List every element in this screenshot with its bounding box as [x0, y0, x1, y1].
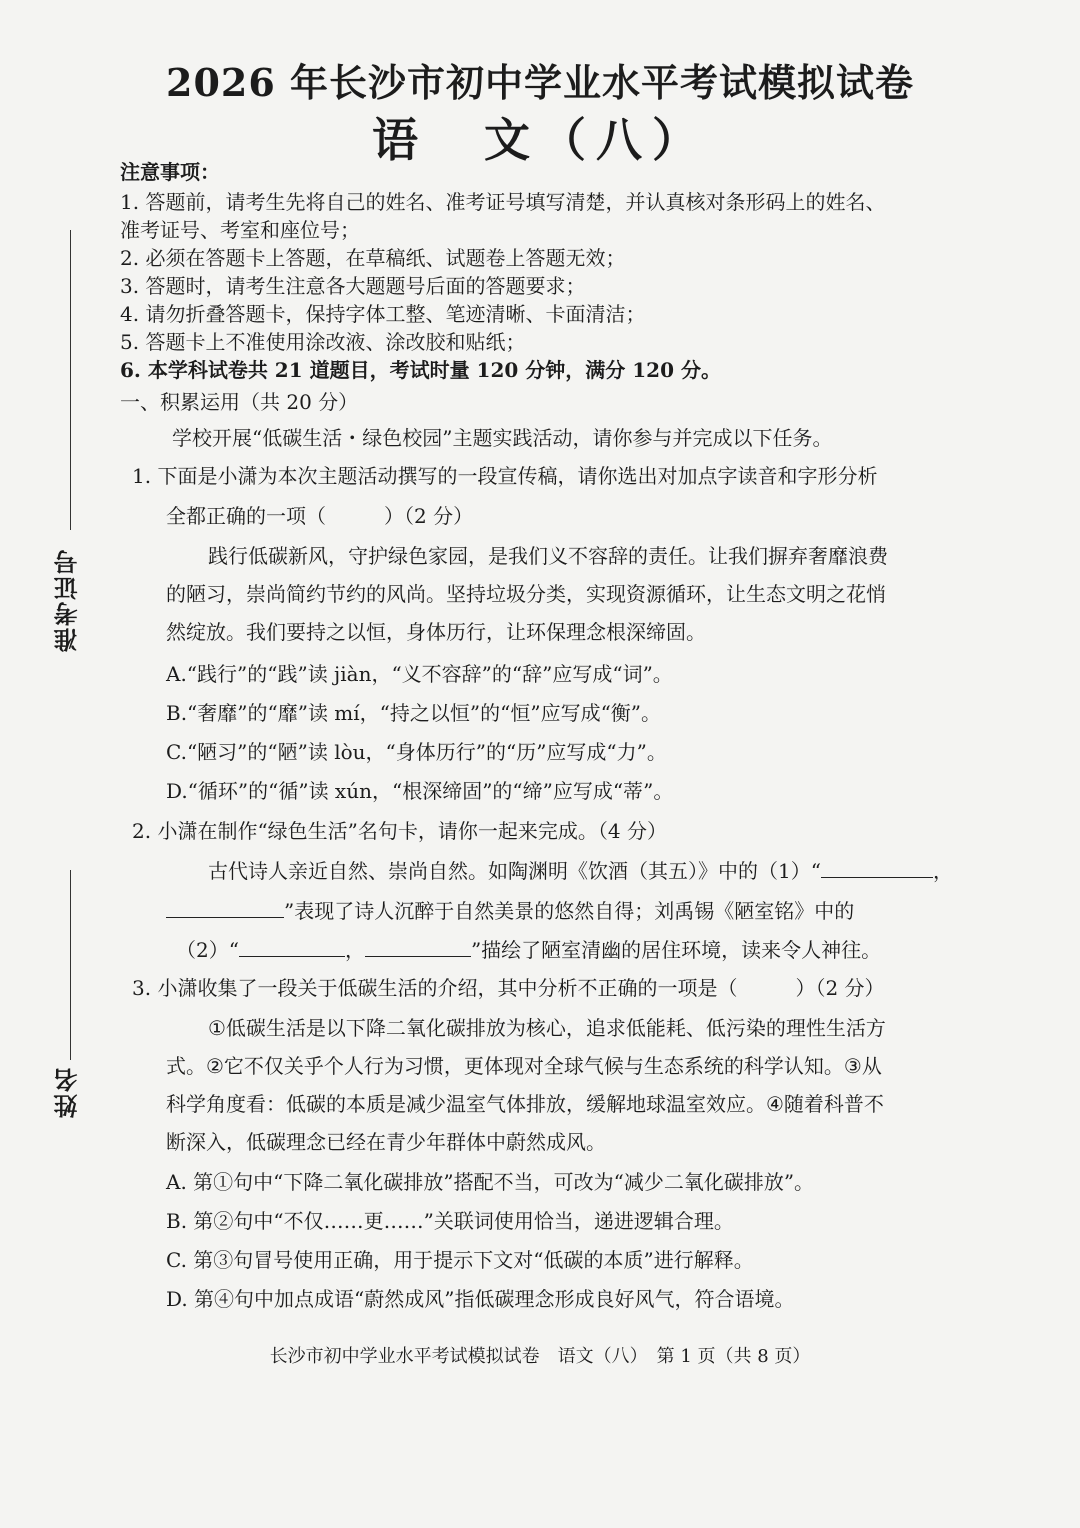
- name-label: 姓名: [53, 1066, 82, 1118]
- q2-stem: 2. 小潇在制作“绿色生活”名句卡，请你一起来完成。（4 分）: [132, 819, 667, 843]
- section-intro: 学校开展“低碳生活・绿色校园”主题实践活动，请你参与并完成以下任务。: [172, 426, 833, 450]
- q2-line3: （2）“ ， ”描绘了陋室清幽的居住环境，读来令人神往。: [176, 938, 882, 962]
- notice-heading: 注意事项：: [120, 160, 220, 184]
- q2-line2: ”表现了诗人沉醉于自然美景的悠然自得；刘禹锡《陋室铭》中的: [166, 897, 854, 925]
- notice-item: 准考证号、考室和座位号；: [120, 218, 360, 242]
- answer-blank-2a[interactable]: [239, 936, 345, 957]
- notice-item: 3. 答题时，请考生注意各大题题号后面的答题要求；: [120, 274, 586, 298]
- answer-blank-2b[interactable]: [365, 936, 471, 957]
- q3-passage-line: 科学角度看：低碳的本质是减少温室气体排放，缓解地球温室效应。④随着科普不: [166, 1092, 884, 1116]
- q1-stem-line2: 全都正确的一项（ ）（2 分）: [166, 504, 474, 528]
- notice-item: 4. 请勿折叠答题卡，保持字体工整、笔迹清晰、卡面清洁；: [120, 302, 646, 326]
- exam-number-line: [70, 230, 71, 530]
- q1-passage-line: 的陋习，崇尚简约节约的风尚。坚持垃圾分类，实现资源循环，让生态文明之花悄: [166, 582, 886, 606]
- q1-option-b: B.“奢靡”的“靡”读 mí，“持之以恒”的“恒”应写成“衡”。: [166, 701, 662, 725]
- q3-passage-line: 式。②它不仅关乎个人行为习惯，更体现对全球气候与生态系统的科学认知。③从: [166, 1054, 882, 1078]
- q3-passage-line: ①低碳生活是以下降二氧化碳排放为核心，追求低能耗、低污染的理性生活方: [208, 1016, 886, 1040]
- q3-stem: 3. 小潇收集了一段关于低碳生活的介绍，其中分析不正确的一项是（ ）（2 分）: [132, 976, 885, 1000]
- q3-passage-line: 断深入，低碳理念已经在青少年群体中蔚然成风。: [166, 1130, 606, 1154]
- q1-stem: 1. 下面是小潇为本次主题活动撰写的一段宣传稿，请你选出对加点字读音和字形分析: [132, 464, 878, 488]
- exam-number-label: 准考证号: [53, 548, 82, 652]
- exam-title: 2026 年长沙市初中学业水平考试模拟试卷: [166, 60, 914, 105]
- q3-option-c: C. 第③句冒号使用正确，用于提示下文对“低碳的本质”进行解释。: [166, 1248, 754, 1272]
- notice-item: 2. 必须在答题卡上答题，在草稿纸、试题卷上答题无效；: [120, 246, 626, 270]
- answer-blank-1a[interactable]: [821, 857, 933, 878]
- section-heading: 一、积累运用（共 20 分）: [120, 390, 359, 414]
- page-footer: 长沙市初中学业水平考试模拟试卷 语文（八） 第 1 页（共 8 页）: [269, 1346, 811, 1367]
- q2-line1: 古代诗人亲近自然、崇尚自然。如陶渊明《饮酒（其五）》中的（1）“ ，: [208, 859, 953, 883]
- notice-item: 5. 答题卡上不准使用涂改液、涂改胶和贴纸；: [120, 330, 526, 354]
- q3-option-d: D. 第④句中加点成语“蔚然成风”指低碳理念形成良好风气，符合语境。: [166, 1287, 795, 1311]
- q1-option-d: D.“循环”的“循”读 xún，“根深缔固”的“缔”应写成“蒂”。: [166, 779, 674, 803]
- notice-item: 6. 本学科试卷共 21 道题目，考试时量 120 分钟，满分 120 分。: [120, 358, 721, 382]
- name-line: [70, 870, 71, 1060]
- q1-option-a: A.“践行”的“践”读 jiàn，“义不容辞”的“辞”应写成“词”。: [166, 662, 673, 686]
- q3-option-a: A. 第①句中“下降二氧化碳排放”搭配不当，可改为“减少二氧化碳排放”。: [166, 1170, 815, 1194]
- q1-option-c: C.“陋习”的“陋”读 lòu，“身体历行”的“历”应写成“力”。: [166, 740, 667, 764]
- q1-passage-line: 践行低碳新风，守护绿色家园，是我们义不容辞的责任。让我们摒弃奢靡浪费: [208, 544, 888, 568]
- answer-blank-1b[interactable]: [166, 897, 284, 918]
- subject-title: 语 文（八）: [372, 113, 708, 167]
- q1-passage-line: 然绽放。我们要持之以恒，身体历行，让环保理念根深缔固。: [166, 620, 706, 644]
- q3-option-b: B. 第②句中“不仅……更……”关联词使用恰当，递进逻辑合理。: [166, 1209, 734, 1233]
- notice-item: 1. 答题前，请考生先将自己的姓名、准考证号填写清楚，并认真核对条形码上的姓名、: [120, 190, 886, 214]
